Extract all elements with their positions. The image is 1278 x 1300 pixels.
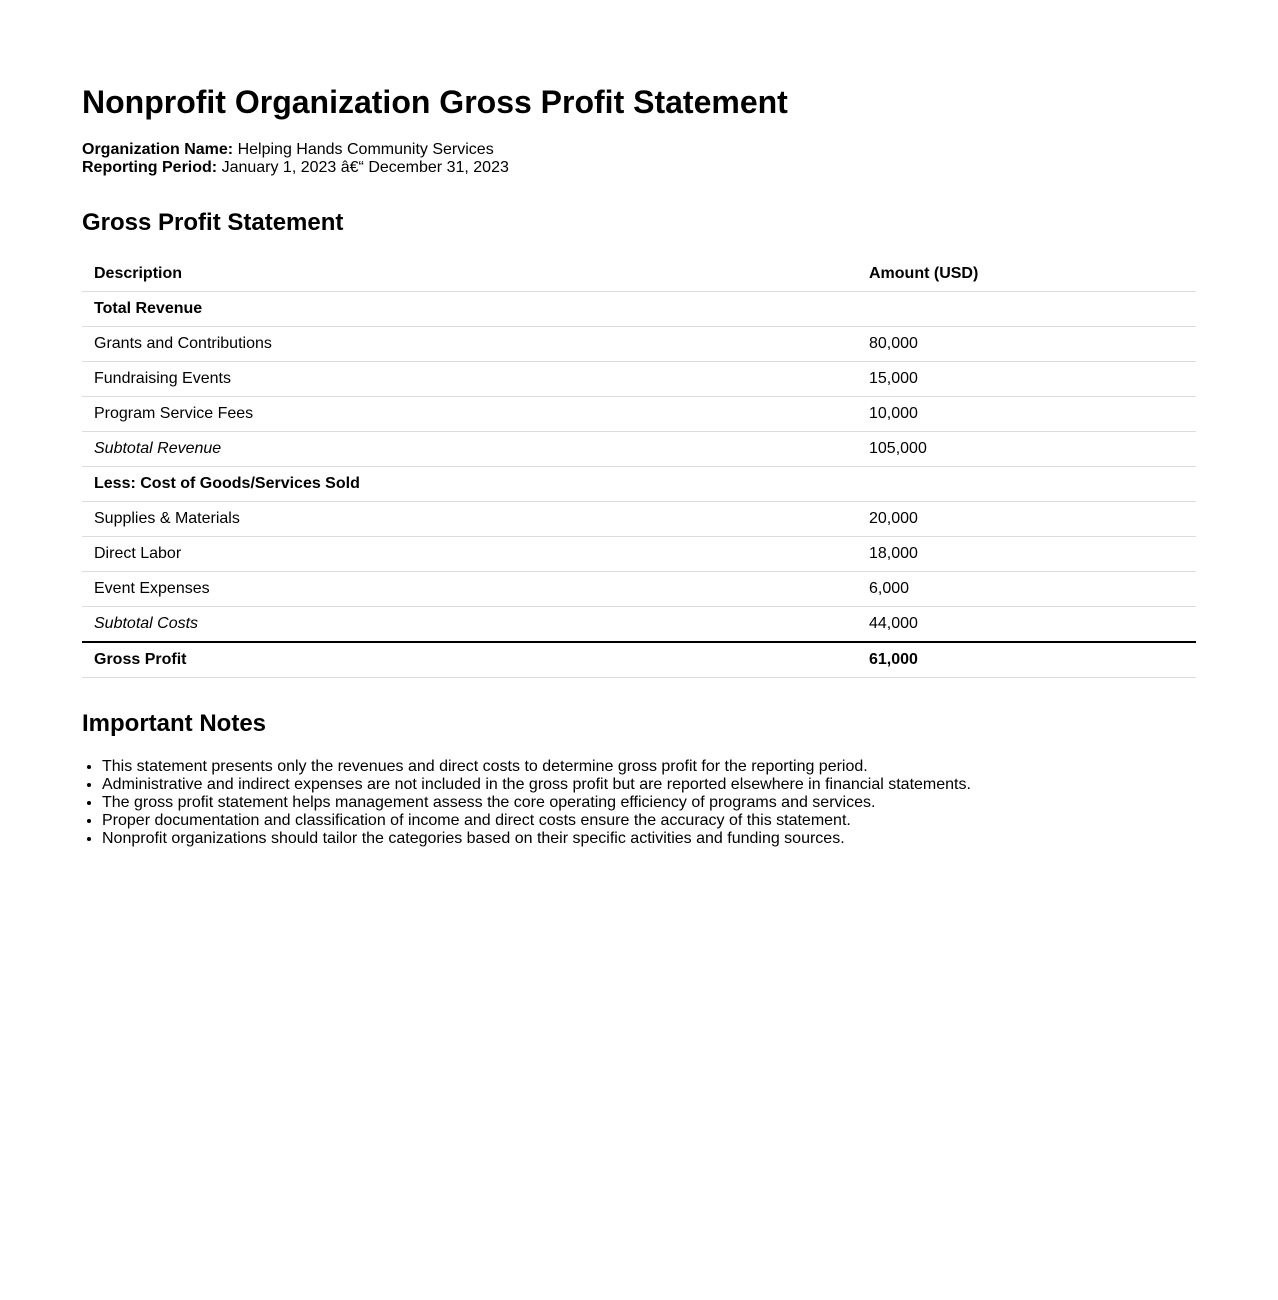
list-item: • The gross profit statement helps management assess the core operating efficiency of programs and services. [102,794,971,812]
row-amount [857,467,1196,502]
row-description: Supplies & Materials [82,502,857,537]
period-line [82,159,509,177]
row-amount: 44,000 [857,607,1196,643]
header-amount: Amount (USD) [857,257,1196,292]
table-row [82,607,1196,643]
period-label: Reporting Period: [82,159,218,176]
row-amount: 15,000 [857,362,1196,397]
list-item: • Proper documentation and classification of income and direct costs ensure the accuracy of this statement. [102,812,971,830]
row-amount: 10,000 [857,397,1196,432]
table-row [82,572,1196,607]
notes-list [82,758,971,848]
row-amount: 20,000 [857,502,1196,537]
row-description: Program Service Fees [82,397,857,432]
statement-heading: Gross Profit Statement [82,209,344,236]
period-value: January 1, 2023 â€“ December 31, 2023 [221,159,509,176]
organization-value: Helping Hands Community Services [237,141,494,158]
row-description: Grants and Contributions [82,327,857,362]
gross-profit-table [82,257,1196,678]
row-amount: 6,000 [857,572,1196,607]
table-row [82,502,1196,537]
list-item: • This statement presents only the revenues and direct costs to determine gross profit for the reporting period. [102,758,971,776]
table-row [82,327,1196,362]
list-item: • Nonprofit organizations should tailor the categories based on their specific activities and funding sources. [102,830,971,848]
row-description: Direct Labor [82,537,857,572]
row-amount: 18,000 [857,537,1196,572]
row-amount [857,292,1196,327]
notes-heading: Important Notes [82,710,267,737]
table-header-row [82,257,1196,292]
gross-profit-row [82,642,1196,678]
header-description: Description [82,257,857,292]
row-amount: 61,000 [857,642,1196,678]
organization-meta [82,141,509,177]
row-description: Event Expenses [82,572,857,607]
list-item: • Administrative and indirect expenses are not included in the gross profit but are reported elsewhere in financial statements. [102,776,971,794]
table-row [82,362,1196,397]
row-description: Total Revenue [82,292,857,327]
row-description: Less: Cost of Goods/Services Sold [82,467,857,502]
row-amount: 80,000 [857,327,1196,362]
table-row [82,537,1196,572]
row-description: Gross Profit [82,642,857,678]
table-row [82,397,1196,432]
row-description: Fundraising Events [82,362,857,397]
row-description: Subtotal Costs [82,607,857,643]
page-title: Nonprofit Organization Gross Profit Statement [82,84,788,120]
row-amount: 105,000 [857,432,1196,467]
table-row [82,467,1196,502]
organization-label: Organization Name: [82,141,234,158]
organization-line [82,141,509,159]
row-description: Subtotal Revenue [82,432,857,467]
table-row [82,432,1196,467]
table-row [82,292,1196,327]
